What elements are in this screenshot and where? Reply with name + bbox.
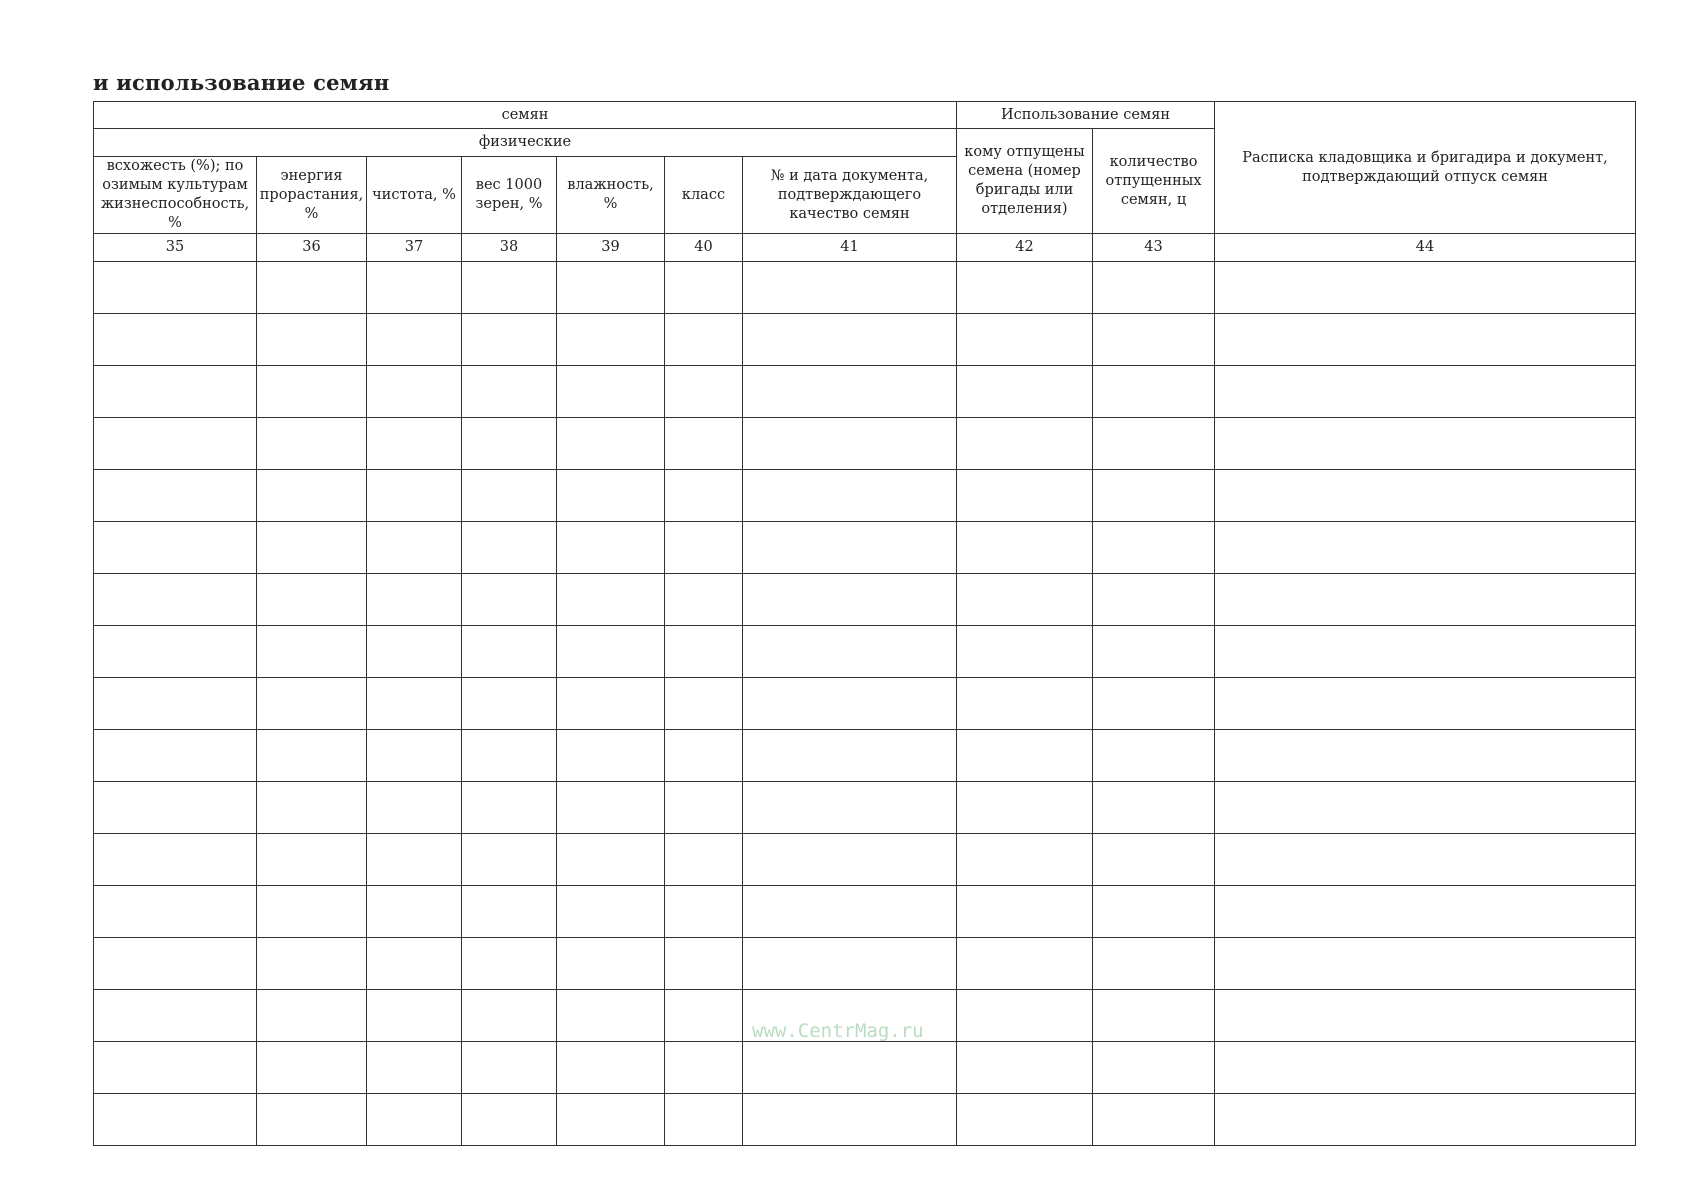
table-cell[interactable] xyxy=(743,782,957,834)
table-cell[interactable] xyxy=(957,1094,1093,1146)
table-cell[interactable] xyxy=(557,574,665,626)
table-cell[interactable] xyxy=(665,678,743,730)
table-cell[interactable] xyxy=(1093,938,1215,990)
table-cell[interactable] xyxy=(1093,418,1215,470)
column-number: 43 xyxy=(1093,234,1215,262)
table-cell[interactable] xyxy=(665,314,743,366)
table-cell[interactable] xyxy=(257,574,367,626)
table-cell[interactable] xyxy=(94,262,257,314)
table-cell[interactable] xyxy=(462,626,557,678)
table-cell[interactable] xyxy=(1093,314,1215,366)
table-cell[interactable] xyxy=(1215,886,1636,938)
table-body xyxy=(94,262,1636,1146)
table-cell[interactable] xyxy=(557,1094,665,1146)
table-cell[interactable] xyxy=(743,834,957,886)
table-cell[interactable] xyxy=(367,314,462,366)
column-number: 35 xyxy=(94,234,257,262)
table-cell[interactable] xyxy=(257,418,367,470)
table-cell[interactable] xyxy=(957,990,1093,1042)
table-cell[interactable] xyxy=(462,834,557,886)
table-cell[interactable] xyxy=(957,782,1093,834)
table-cell[interactable] xyxy=(257,938,367,990)
table-cell[interactable] xyxy=(462,938,557,990)
table-cell[interactable] xyxy=(94,366,257,418)
table-cell[interactable] xyxy=(1215,262,1636,314)
table-cell[interactable] xyxy=(557,834,665,886)
table-cell[interactable] xyxy=(257,522,367,574)
table-cell[interactable] xyxy=(743,574,957,626)
table-cell[interactable] xyxy=(462,1042,557,1094)
column-header-document: № и дата документа, подтверждающего качество семян xyxy=(743,157,957,234)
table-row xyxy=(94,938,1636,990)
column-number: 38 xyxy=(462,234,557,262)
table-cell[interactable] xyxy=(1093,470,1215,522)
table-cell[interactable] xyxy=(557,626,665,678)
table-cell[interactable] xyxy=(1215,990,1636,1042)
table-cell[interactable] xyxy=(1093,990,1215,1042)
table-cell[interactable] xyxy=(665,522,743,574)
table-cell[interactable] xyxy=(462,990,557,1042)
table-cell[interactable] xyxy=(462,418,557,470)
column-header-germination-energy: энергия прорастания, % xyxy=(257,157,367,234)
table-cell[interactable] xyxy=(957,522,1093,574)
table-cell[interactable] xyxy=(257,990,367,1042)
table-cell[interactable] xyxy=(1093,834,1215,886)
table-cell[interactable] xyxy=(665,782,743,834)
table-row xyxy=(94,782,1636,834)
watermark: www.CentrMag.ru xyxy=(752,1020,924,1042)
table-cell[interactable] xyxy=(743,314,957,366)
table-row xyxy=(94,730,1636,782)
table-cell[interactable] xyxy=(1215,626,1636,678)
table-cell[interactable] xyxy=(367,938,462,990)
table-cell[interactable] xyxy=(94,990,257,1042)
table-cell[interactable] xyxy=(743,730,957,782)
table-cell[interactable] xyxy=(1093,1094,1215,1146)
table-cell[interactable] xyxy=(462,314,557,366)
table-cell[interactable] xyxy=(743,366,957,418)
table-cell[interactable] xyxy=(957,366,1093,418)
table-cell[interactable] xyxy=(557,470,665,522)
table-cell[interactable] xyxy=(367,1094,462,1146)
table-cell[interactable] xyxy=(367,1042,462,1094)
table-cell[interactable] xyxy=(94,782,257,834)
table-cell[interactable] xyxy=(665,938,743,990)
table-cell[interactable] xyxy=(1215,1094,1636,1146)
table-cell[interactable] xyxy=(743,418,957,470)
table-row xyxy=(94,470,1636,522)
table-cell[interactable] xyxy=(557,314,665,366)
table-cell[interactable] xyxy=(1215,418,1636,470)
table-cell[interactable] xyxy=(462,730,557,782)
table-cell[interactable] xyxy=(257,262,367,314)
table-row xyxy=(94,678,1636,730)
column-number: 44 xyxy=(1215,234,1636,262)
table-cell[interactable] xyxy=(257,1042,367,1094)
table-cell[interactable] xyxy=(94,522,257,574)
table-cell[interactable] xyxy=(665,1042,743,1094)
table-cell[interactable] xyxy=(1093,574,1215,626)
table-cell[interactable] xyxy=(462,1094,557,1146)
table-cell[interactable] xyxy=(462,262,557,314)
column-header-germination: всхожесть (%); по озимым культурам жизнеспособность, % xyxy=(94,157,257,234)
table-cell[interactable] xyxy=(665,366,743,418)
column-header-quantity: количество отпущенных семян, ц xyxy=(1093,129,1215,234)
section-seeds: семян xyxy=(94,102,957,129)
table-cell[interactable] xyxy=(557,678,665,730)
column-number: 41 xyxy=(743,234,957,262)
table-cell[interactable] xyxy=(665,262,743,314)
table-cell[interactable] xyxy=(665,626,743,678)
table-cell[interactable] xyxy=(557,522,665,574)
table-cell[interactable] xyxy=(462,366,557,418)
table-cell[interactable] xyxy=(1093,730,1215,782)
table-row xyxy=(94,1042,1636,1094)
table-cell[interactable] xyxy=(367,626,462,678)
table-cell[interactable] xyxy=(1093,262,1215,314)
table-cell[interactable] xyxy=(1215,834,1636,886)
table-cell[interactable] xyxy=(557,418,665,470)
table-cell[interactable] xyxy=(557,1042,665,1094)
table-cell[interactable] xyxy=(94,1042,257,1094)
table-cell[interactable] xyxy=(257,470,367,522)
column-header-moisture: влажность, % xyxy=(557,157,665,234)
table-cell[interactable] xyxy=(1215,678,1636,730)
table-cell[interactable] xyxy=(257,626,367,678)
table-cell[interactable] xyxy=(665,990,743,1042)
table-cell[interactable] xyxy=(257,1094,367,1146)
table-cell[interactable] xyxy=(1215,366,1636,418)
table-cell[interactable] xyxy=(94,314,257,366)
table-cell[interactable] xyxy=(367,886,462,938)
receipt-header: Расписка кладовщика и бригадира и документ, подтверждающий отпуск семян xyxy=(1215,102,1636,234)
column-number-row xyxy=(94,234,1636,262)
table-cell[interactable] xyxy=(462,574,557,626)
table-cell[interactable] xyxy=(257,314,367,366)
table-cell[interactable] xyxy=(743,626,957,678)
table-cell[interactable] xyxy=(1215,1042,1636,1094)
table-cell[interactable] xyxy=(257,366,367,418)
table-cell[interactable] xyxy=(367,418,462,470)
table-cell[interactable] xyxy=(743,1094,957,1146)
table-cell[interactable] xyxy=(462,678,557,730)
table-cell[interactable] xyxy=(94,626,257,678)
table-cell[interactable] xyxy=(557,938,665,990)
table-cell[interactable] xyxy=(94,418,257,470)
table-cell[interactable] xyxy=(557,886,665,938)
column-number: 39 xyxy=(557,234,665,262)
table-cell[interactable] xyxy=(957,262,1093,314)
table-cell[interactable] xyxy=(1093,1042,1215,1094)
table-cell[interactable] xyxy=(367,782,462,834)
table-cell[interactable] xyxy=(557,990,665,1042)
table-cell[interactable] xyxy=(665,886,743,938)
table-cell[interactable] xyxy=(957,886,1093,938)
table-cell[interactable] xyxy=(367,574,462,626)
table-cell[interactable] xyxy=(94,938,257,990)
section-usage: Использование семян xyxy=(957,102,1215,129)
table-row xyxy=(94,522,1636,574)
table-cell[interactable] xyxy=(743,938,957,990)
table-row xyxy=(94,834,1636,886)
table-cell[interactable] xyxy=(665,470,743,522)
table-cell[interactable] xyxy=(367,834,462,886)
table-cell[interactable] xyxy=(367,678,462,730)
table-cell[interactable] xyxy=(1215,470,1636,522)
table-cell[interactable] xyxy=(1215,522,1636,574)
table-cell[interactable] xyxy=(367,522,462,574)
column-header-purity: чистота, % xyxy=(367,157,462,234)
table-row xyxy=(94,1094,1636,1146)
table-cell[interactable] xyxy=(1093,366,1215,418)
table-cell[interactable] xyxy=(257,678,367,730)
table-cell[interactable] xyxy=(94,678,257,730)
table-cell[interactable] xyxy=(367,730,462,782)
table-cell[interactable] xyxy=(94,834,257,886)
column-header-weight: вес 1000 зерен, % xyxy=(462,157,557,234)
table-row xyxy=(94,262,1636,314)
table-cell[interactable] xyxy=(94,886,257,938)
column-number: 37 xyxy=(367,234,462,262)
table-cell[interactable] xyxy=(257,782,367,834)
table-row xyxy=(94,574,1636,626)
column-number: 36 xyxy=(257,234,367,262)
table-cell[interactable] xyxy=(743,262,957,314)
table-cell[interactable] xyxy=(1093,782,1215,834)
table-cell[interactable] xyxy=(743,522,957,574)
table-cell[interactable] xyxy=(665,574,743,626)
form-title: и использование семян xyxy=(93,70,390,95)
table-cell[interactable] xyxy=(462,782,557,834)
table-cell[interactable] xyxy=(1093,522,1215,574)
table-row xyxy=(94,626,1636,678)
table-cell[interactable] xyxy=(94,1094,257,1146)
seed-usage-table xyxy=(93,101,1636,1146)
table-cell[interactable] xyxy=(1093,678,1215,730)
table-cell[interactable] xyxy=(557,262,665,314)
table-cell[interactable] xyxy=(743,1042,957,1094)
table-cell[interactable] xyxy=(957,470,1093,522)
table-cell[interactable] xyxy=(1215,314,1636,366)
table-cell[interactable] xyxy=(957,626,1093,678)
table-cell[interactable] xyxy=(743,678,957,730)
column-header-recipient: кому отпущены семена (номер бригады или отделения) xyxy=(957,129,1093,234)
table-cell[interactable] xyxy=(367,366,462,418)
table-cell[interactable] xyxy=(665,1094,743,1146)
table-cell[interactable] xyxy=(1215,938,1636,990)
table-cell[interactable] xyxy=(94,574,257,626)
table-cell[interactable] xyxy=(957,418,1093,470)
table-row xyxy=(94,886,1636,938)
table-cell[interactable] xyxy=(743,886,957,938)
table-cell[interactable] xyxy=(94,730,257,782)
table-cell[interactable] xyxy=(257,834,367,886)
table-row xyxy=(94,366,1636,418)
table-cell[interactable] xyxy=(1093,886,1215,938)
table-cell[interactable] xyxy=(367,990,462,1042)
table-cell[interactable] xyxy=(957,314,1093,366)
table-cell[interactable] xyxy=(1215,782,1636,834)
table-row xyxy=(94,314,1636,366)
column-number: 40 xyxy=(665,234,743,262)
table-cell[interactable] xyxy=(743,470,957,522)
table-cell[interactable] xyxy=(957,678,1093,730)
table-cell[interactable] xyxy=(1093,626,1215,678)
table-cell[interactable] xyxy=(957,1042,1093,1094)
table-row xyxy=(94,418,1636,470)
table-cell[interactable] xyxy=(257,886,367,938)
table-cell[interactable] xyxy=(94,470,257,522)
table-cell[interactable] xyxy=(557,782,665,834)
table-cell[interactable] xyxy=(462,886,557,938)
table-cell[interactable] xyxy=(367,470,462,522)
table-cell[interactable] xyxy=(557,730,665,782)
table-cell[interactable] xyxy=(367,262,462,314)
table-cell[interactable] xyxy=(665,834,743,886)
column-header-class: класс xyxy=(665,157,743,234)
table-cell[interactable] xyxy=(957,730,1093,782)
table-cell[interactable] xyxy=(462,470,557,522)
table-cell[interactable] xyxy=(557,366,665,418)
table-cell[interactable] xyxy=(1215,730,1636,782)
physical-header: физические xyxy=(94,129,957,157)
table-cell[interactable] xyxy=(665,418,743,470)
table-cell[interactable] xyxy=(462,522,557,574)
table-cell[interactable] xyxy=(957,834,1093,886)
table-cell[interactable] xyxy=(257,730,367,782)
table-cell[interactable] xyxy=(957,574,1093,626)
column-number: 42 xyxy=(957,234,1093,262)
table-cell[interactable] xyxy=(665,730,743,782)
table-cell[interactable] xyxy=(1215,574,1636,626)
table-cell[interactable] xyxy=(957,938,1093,990)
